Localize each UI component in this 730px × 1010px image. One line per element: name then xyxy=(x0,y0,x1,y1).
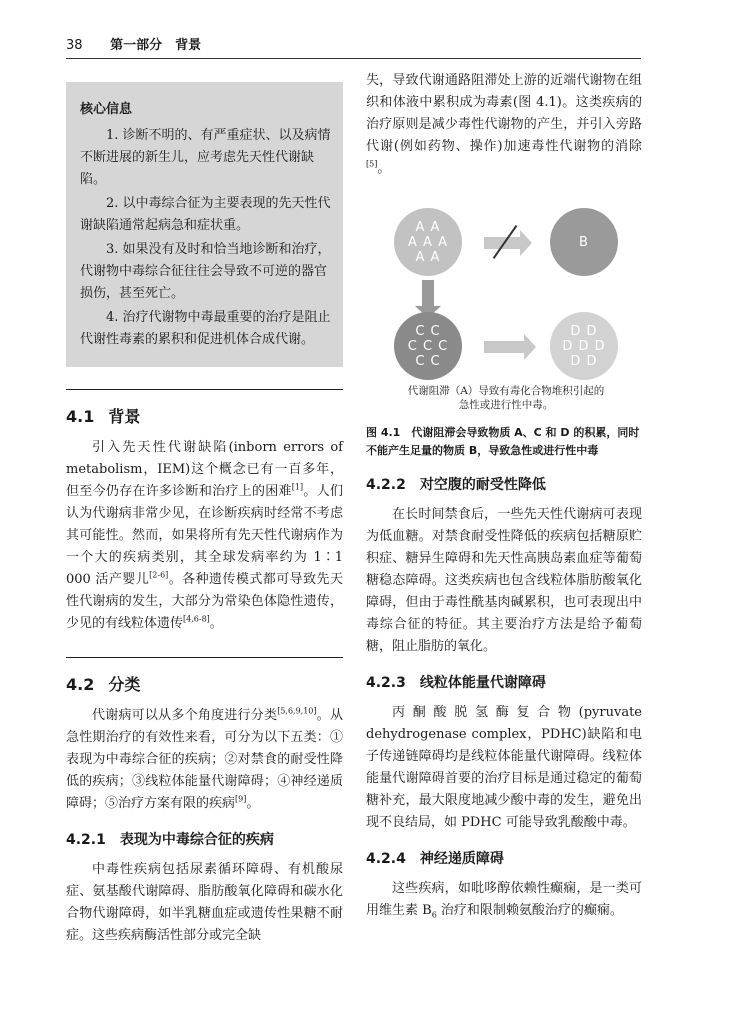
subsection-heading-4-2-3 xyxy=(366,672,642,692)
citation[interactable]: [9] xyxy=(235,794,247,804)
subsection-number: 4.2.3 xyxy=(366,675,406,691)
core-info-box xyxy=(66,82,343,367)
circle-b: B xyxy=(550,208,618,276)
section-number: 4.2 xyxy=(66,675,95,694)
section-heading-4-2 xyxy=(66,657,343,695)
subsection-number: 4.2.1 xyxy=(66,832,106,848)
running-header xyxy=(66,34,201,53)
subsection-heading-4-2-2 xyxy=(366,474,642,494)
paragraph: 代谢病可以从多个角度进行分类[5,6,9,10]。从急性期治疗的有效性来看，可分为以下五类：①表现为中毒综合征的疾病；②对禁食的耐受性降低的疾病；③线粒体能量代谢障碍；④神经递质障碍；⑤治疗方案有限的疾病[9]。 xyxy=(66,706,343,811)
subsection-number: 4.2.2 xyxy=(366,477,406,493)
circle-c: C C C C C C C xyxy=(394,312,462,380)
subsection-title: 线粒体能量代谢障碍 xyxy=(419,675,546,691)
subsection-heading-4-2-4 xyxy=(366,848,642,868)
section-title: 分类 xyxy=(108,675,141,694)
figure-4-1 xyxy=(366,198,642,414)
citation[interactable]: [2-6] xyxy=(149,570,169,580)
citation[interactable]: [5] xyxy=(366,159,378,169)
subsection-title: 神经递质障碍 xyxy=(419,851,504,867)
citation[interactable]: [5,6,9,10] xyxy=(277,706,317,716)
section-number: 4.1 xyxy=(66,407,95,426)
citation[interactable]: [4,6-8] xyxy=(183,614,210,624)
section-title: 第一部分 背景 xyxy=(110,38,202,53)
paragraph: 中毒性疾病包括尿素循环障碍、有机酸尿症、氨基酸代谢障碍、脂肪酸氧化障碍和碳水化合物代谢障碍，如半乳糖血症或遗传性果糖不耐症。这些疾病酶活性部分或完全缺 xyxy=(66,862,343,943)
core-info-item: 3. 如果没有及时和恰当地诊断和治疗，代谢物中毒综合征往往会导致不可逆的器官损伤，甚至死亡。 xyxy=(80,242,331,301)
circle-d: D D D D D D D xyxy=(550,312,618,380)
figure-caption: 图 4.1 代谢阻滞会导致物质 A、C 和 D 的积累，同时不能产生足量的物质 B，导致急性或进行性中毒 xyxy=(366,426,640,457)
circle-a: A A A A A A A xyxy=(394,208,462,276)
paragraph: 引入先天性代谢缺陷(inborn errors of metabolism，IEM)这个概念已有一百多年，但至今仍存在许多诊断和治疗上的困难[1]。人们认为代谢病非常少见，在诊断疾病时经常不考虑其可能性。然而，如果将所有先天性代谢病作为一个大的疾病类别，其全球发病率约为 1∶1 000 活产婴儿[2-6]。各种遗传模式都可导致先天性代谢病的发生，大部分为常染色体隐性遗传，少见的有线粒体遗传[4,6-8]。 xyxy=(66,440,343,631)
paragraph: 失，导致代谢通路阻滞处上游的近端代谢物在组织和体液中累积成为毒素(图 4.1)。这类疾病的治疗原则是减少毒性代谢物的产生，并引入旁路代谢(例如药物、操作)加速毒性代谢物的消除[5]。 xyxy=(366,73,642,176)
paragraph: 在长时间禁食后，一些先天性代谢病可表现为低血糖。对禁食耐受性降低的疾病包括糖原贮积症、糖异生障碍和先天性高胰岛素血症等葡萄糖稳态障碍。这类疾病也包含线粒体脂肪酸氧化障碍，但由于毒性酰基肉碱累积，也可表现出中毒综合征的特征。其主要治疗方法是给予葡萄糖，阻止脂肪的氧化。 xyxy=(366,507,642,654)
page-number: 38 xyxy=(66,38,83,53)
arrow-right-icon xyxy=(484,341,524,353)
section-title: 背景 xyxy=(108,407,141,426)
core-info-item: 1. 诊断不明的、有严重症状、以及病情不断进展的新生儿，应考虑先天性代谢缺陷。 xyxy=(80,128,331,187)
arrow-down-icon xyxy=(422,280,434,306)
paragraph: 丙酮酸脱氢酶复合物(pyruvate dehydrogenase complex，PDHC)缺陷和电子传递链障碍均是线粒体能量代谢障碍。线粒体能量代谢障碍首要的治疗目标是通过稳定的葡萄糖补充，最大限度地减少酸中毒的发生，避免出现不良结局，如 PDHC 可能导致乳酸酸中毒。 xyxy=(366,705,642,830)
paragraph: 这些疾病，如吡哆醇依赖性癫痫，是一类可用维生素 $B_6$ 治疗和限制赖氨酸治疗的癫痫。 xyxy=(366,881,642,920)
right-column xyxy=(366,70,642,927)
core-info-title: 核心信息 xyxy=(80,102,133,117)
figure-inner-caption: 代谢阻滞（A）导致有毒化合物堆积引起的急性或进行性中毒。 xyxy=(407,385,605,411)
left-column xyxy=(66,70,343,947)
header-rule xyxy=(66,58,641,59)
subsection-title: 对空腹的耐受性降低 xyxy=(419,477,546,493)
subsection-heading-4-2-1 xyxy=(66,829,343,849)
subsection-number: 4.2.4 xyxy=(366,851,406,867)
citation[interactable]: [1] xyxy=(291,482,304,492)
core-info-item: 2. 以中毒综合征为主要表现的先天性代谢缺陷通常起病急和症状重。 xyxy=(80,196,331,233)
subsection-title: 表现为中毒综合征的疾病 xyxy=(119,832,274,848)
core-info-item: 4. 治疗代谢物中毒最重要的治疗是阻止代谢性毒素的累积和促进机体合成代谢。 xyxy=(80,310,331,347)
section-heading-4-1 xyxy=(66,389,343,427)
